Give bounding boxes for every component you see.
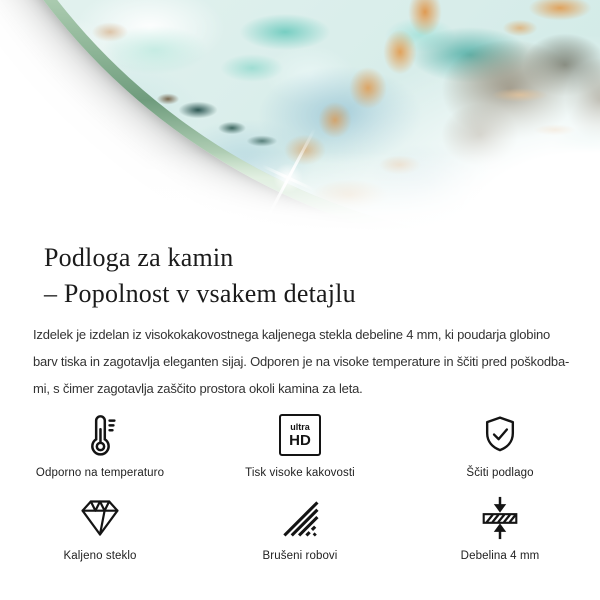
- page-title: [0, 232, 600, 312]
- description-line: mi, s čimer zagotavlja zaščito prostora okoli kamina za leta.: [33, 381, 363, 396]
- description-line: barv tiska in zagotavlja eleganten sijaj. Odporen je na visoke temperature in ščiti pred poškodba-: [33, 354, 570, 369]
- ultra-hd-icon: [279, 412, 321, 458]
- thermometer-icon: [77, 412, 123, 458]
- feature-label: Odporno na temperaturo: [35, 467, 165, 479]
- feature-grid: [0, 412, 600, 562]
- shield-check-icon: [478, 412, 522, 458]
- feature-protection: [400, 412, 600, 479]
- feature-label: Brušeni robovi: [262, 550, 338, 562]
- photo-fade-bottom: [0, 152, 600, 232]
- ultra-hd-text-bottom: HD: [289, 431, 311, 449]
- thickness-icon: [477, 495, 523, 541]
- feature-label: Debelina 4 mm: [460, 550, 540, 562]
- feature-tempered-glass: [0, 495, 200, 562]
- feature-label: Tisk visoke kakovosti: [245, 467, 355, 479]
- feature-thickness: [400, 495, 600, 562]
- feature-polished-edges: [200, 495, 400, 562]
- title-line-1: Podloga za kamin: [44, 243, 234, 272]
- description-line: Izdelek je izdelan iz visokokakovostnega kaljenega stekla debeline 4 mm, ki poudarja globino: [33, 327, 551, 342]
- feature-label: Ščiti podlago: [466, 467, 534, 479]
- title-line-2: – Popolnost v vsakem detajlu: [44, 279, 356, 308]
- feature-label: Kaljeno steklo: [63, 550, 137, 562]
- product-image: [0, 0, 600, 232]
- feature-temperature: [0, 412, 200, 479]
- diamond-icon: [77, 495, 123, 541]
- ultra-hd-box: [279, 414, 321, 456]
- feature-print-quality: [200, 412, 400, 479]
- product-description: [33, 321, 570, 402]
- ultra-hd-text-top: ultra: [290, 421, 310, 432]
- polished-edges-icon: [278, 495, 322, 541]
